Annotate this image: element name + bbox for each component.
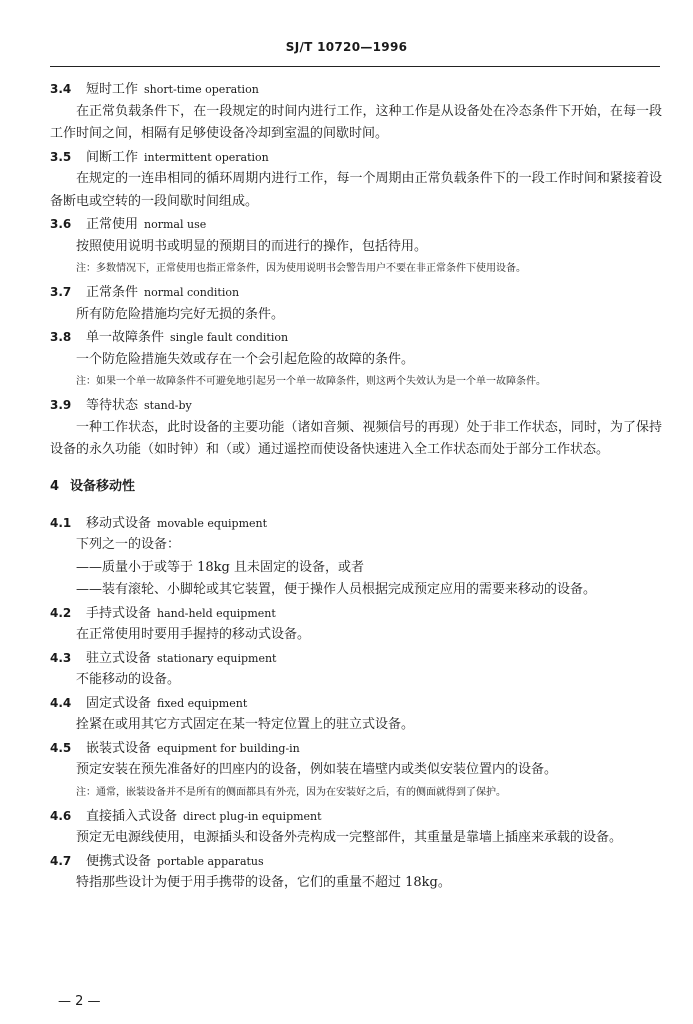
- clause-term: 正常条件: [86, 285, 139, 300]
- clause-4-7-text: 特指那些设计为便于用手携带的设备，它们的重量不超过 18kg。: [76, 875, 451, 890]
- clause-term-english: stand-by: [144, 399, 192, 412]
- clause-3-5-text: 在规定的一连串相同的循环周期内进行工作，每一个周期由正常负载条件下的一段工作时间和紧接着设备断电或空转的一段间歇时间组成。: [50, 171, 662, 209]
- clause-4-7-heading: [50, 850, 662, 873]
- clause-4-1-intro: 下列之一的设备：: [76, 537, 181, 552]
- clause-term: 固定式设备: [86, 695, 152, 711]
- clause-term: 短时工作: [86, 82, 139, 97]
- clause-number: 4.1: [50, 515, 72, 530]
- header-rule: [50, 66, 660, 67]
- clause-number: 4.3: [50, 650, 72, 665]
- clause-term-english: movable equipment: [157, 516, 268, 530]
- clause-term-english: fixed equipment: [157, 696, 248, 710]
- clause-term: 等待状态: [86, 398, 139, 413]
- clause-number: 3.9: [50, 398, 72, 412]
- clause-number: 3.6: [50, 217, 72, 231]
- clause-3-6-heading: [50, 213, 662, 236]
- clause-4-4-heading: [50, 692, 662, 715]
- clause-3-9-heading: [50, 394, 662, 417]
- clause-term: 正常使用: [86, 217, 139, 232]
- clause-term: 直接插入式设备: [86, 808, 178, 824]
- clause-3-4-text: 在正常负载条件下，在一段规定的时间内进行工作，这种工作是从设备处在冷态条件下开始，在每一段工作时间之间，相隔有足够使设备冷却到室温的间歇时间。: [50, 103, 662, 141]
- clause-3-6-text: 按照使用说明书或明显的预期目的而进行的操作，包括待用。: [76, 238, 428, 254]
- clause-number: 4.7: [50, 853, 72, 868]
- section-4-heading: [50, 476, 662, 498]
- clause-term-english: intermittent operation: [144, 150, 269, 164]
- clause-term-english: normal use: [144, 218, 207, 231]
- section-title: 设备移动性: [70, 478, 136, 494]
- clause-4-1-list-item: ——装有滚轮、小脚轮或其它装置，便于操作人员根据完成预定应用的需要来移动的设备。: [76, 582, 597, 597]
- clause-term-english: normal condition: [144, 286, 240, 299]
- clause-4-4-text: 拴紧在或用其它方式固定在某一特定位置上的驻立式设备。: [76, 717, 415, 732]
- clause-3-6-note: 注：多数情况下，正常使用也指正常条件，因为使用说明书会警告用户不要在非正常条件下使用设备。: [76, 263, 526, 274]
- clause-number: 4.2: [50, 605, 72, 620]
- clause-3-4-heading: [50, 78, 662, 101]
- clause-4-1-heading: [50, 512, 662, 535]
- clause-3-7-heading: [50, 281, 662, 304]
- clause-term-english: stationary equipment: [157, 651, 277, 665]
- clause-3-8-text: 一个防危险措施失效或存在一个会引起危险的故障的条件。: [76, 351, 415, 367]
- clause-4-5-note: 注：通常，嵌装设备并不是所有的侧面都具有外壳，因为在安装好之后，有的侧面就得到了保护。: [76, 786, 506, 798]
- clause-3-7-text: 所有防危险措施均完好无损的条件。: [76, 306, 285, 322]
- clause-4-3-text: 不能移动的设备。: [76, 672, 181, 687]
- clause-number: 3.8: [50, 330, 72, 344]
- clause-term: 驻立式设备: [86, 650, 152, 666]
- clause-term: 便携式设备: [86, 853, 152, 869]
- clause-term-english: single fault condition: [170, 331, 289, 344]
- clause-term: 手持式设备: [86, 605, 152, 621]
- clause-3-9-text: 一种工作状态，此时设备的主要功能（诸如音频、视频信号的再现）处于非工作状态，同时，为了保持设备的永久功能（如时钟）和（或）通过遥控而使设备快速进入全工作状态而处于部分工作状态。: [50, 419, 662, 457]
- clause-term-english: portable apparatus: [157, 854, 264, 868]
- clause-3-8-note: 注：如果一个单一故障条件不可避免地引起另一个单一故障条件，则这两个失效认为是一个单一故障条件。: [76, 376, 546, 387]
- clause-4-2-text: 在正常使用时要用手握持的移动式设备。: [76, 627, 311, 642]
- clause-number: 3.4: [50, 82, 72, 96]
- clause-term-english: equipment for building-in: [157, 741, 300, 755]
- clause-term-english: hand-held equipment: [157, 606, 276, 620]
- standard-number-header: SJ/T 10720—1996: [285, 40, 408, 54]
- clause-4-3-heading: [50, 647, 662, 670]
- clause-4-6-heading: [50, 805, 662, 828]
- clause-term: 间断工作: [86, 149, 139, 165]
- clause-term-english: direct plug-in equipment: [183, 809, 322, 823]
- clause-4-1-list-item: ——质量小于或等于 18kg 且未固定的设备，或者: [76, 559, 365, 575]
- clause-number: 3.5: [50, 149, 72, 164]
- clause-term-english: short-time operation: [144, 83, 259, 96]
- page-number: — 2 —: [58, 994, 101, 1009]
- document-body: [50, 78, 662, 895]
- clause-3-8-heading: [50, 326, 662, 349]
- clause-4-2-heading: [50, 602, 662, 625]
- clause-number: 3.7: [50, 285, 72, 299]
- clause-number: 4.6: [50, 808, 72, 823]
- clause-3-5-heading: [50, 146, 662, 169]
- section-number: 4: [50, 478, 60, 494]
- clause-number: 4.5: [50, 740, 72, 755]
- clause-4-5-heading: [50, 737, 662, 760]
- clause-number: 4.4: [50, 695, 72, 710]
- clause-term: 移动式设备: [86, 515, 152, 531]
- clause-term: 嵌装式设备: [86, 740, 152, 756]
- clause-term: 单一故障条件: [86, 330, 165, 345]
- clause-4-5-text: 预定安装在预先准备好的凹座内的设备，例如装在墙壁内或类似安装位置内的设备。: [76, 762, 558, 777]
- clause-4-6-text: 预定无电源线使用，电源插头和设备外壳构成一完整部件，其重量是靠墙上插座来承载的设备。: [76, 830, 623, 845]
